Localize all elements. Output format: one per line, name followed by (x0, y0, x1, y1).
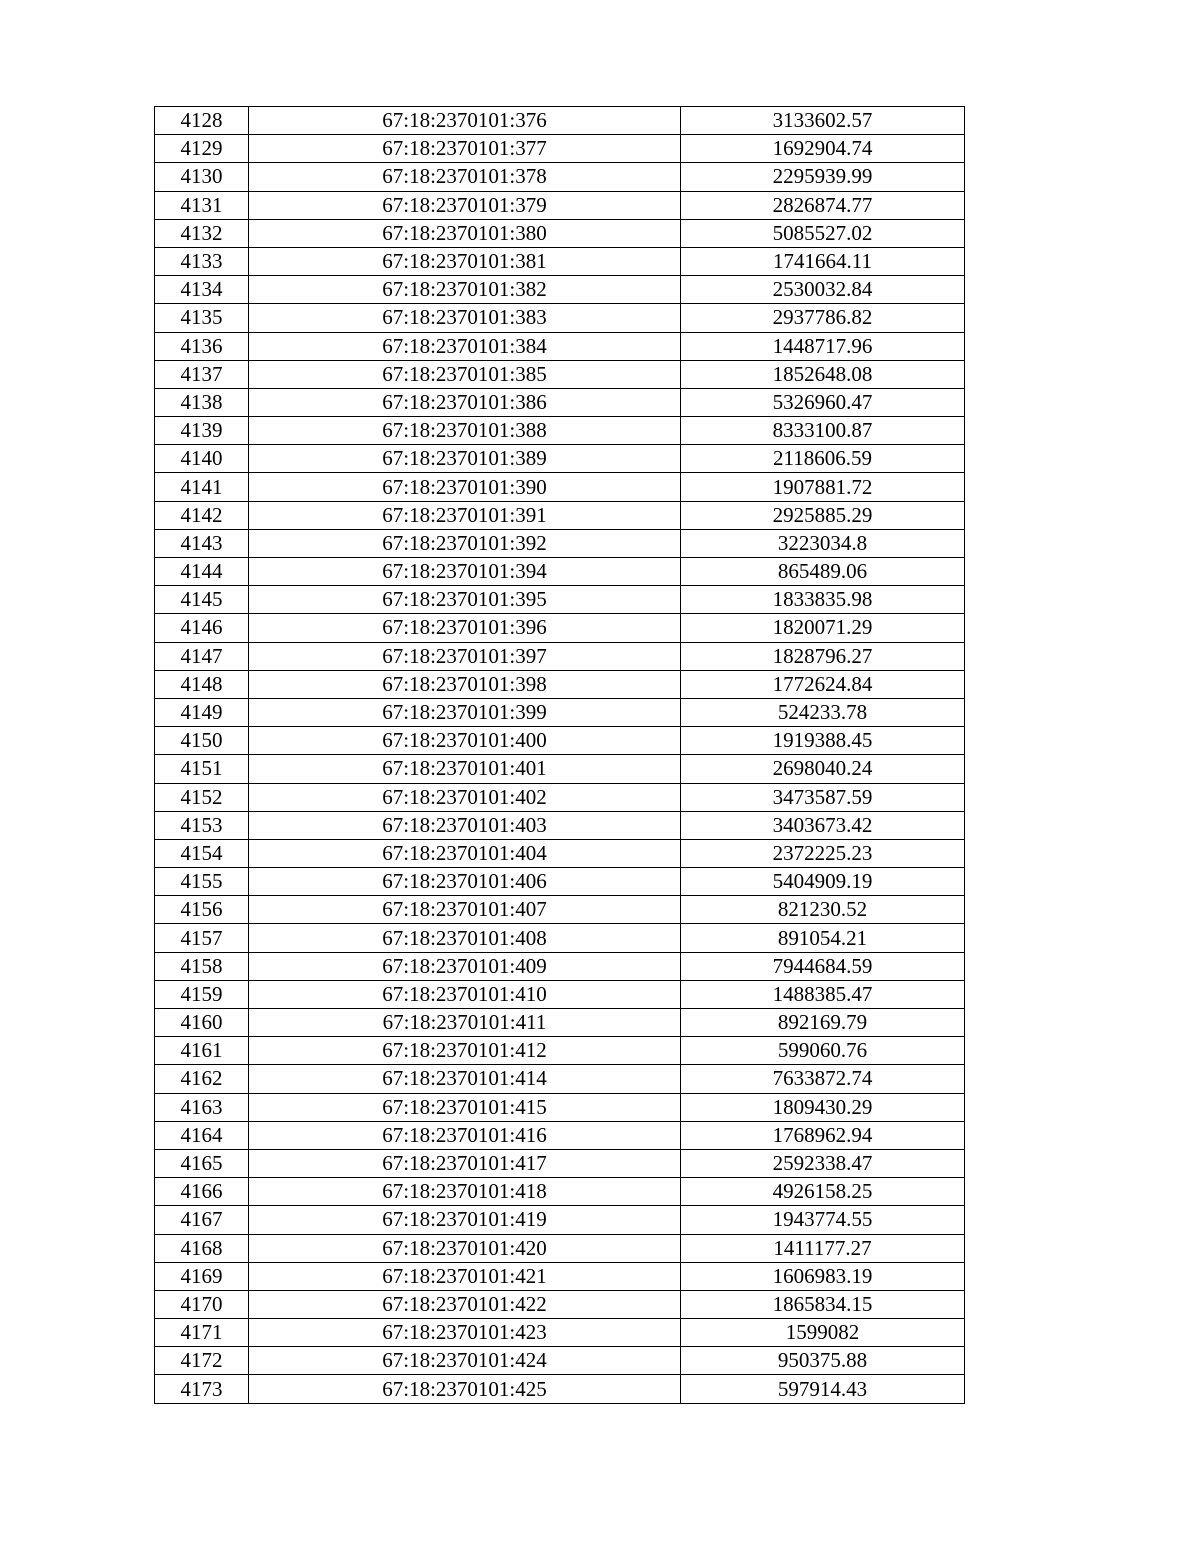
row-number-cell: 4161 (155, 1037, 249, 1065)
table-row (155, 1206, 965, 1234)
row-number-cell: 4144 (155, 558, 249, 586)
row-number-cell: 4167 (155, 1206, 249, 1234)
row-number-cell: 4146 (155, 614, 249, 642)
value-cell: 1919388.45 (681, 727, 965, 755)
cadastral-number-cell: 67:18:2370101:386 (249, 388, 681, 416)
row-number-cell: 4128 (155, 107, 249, 135)
table-row (155, 501, 965, 529)
row-number-cell: 4170 (155, 1290, 249, 1318)
value-cell: 1907881.72 (681, 473, 965, 501)
cadastral-number-cell: 67:18:2370101:394 (249, 558, 681, 586)
value-cell: 2372225.23 (681, 839, 965, 867)
cadastral-number-cell: 67:18:2370101:421 (249, 1262, 681, 1290)
cadastral-number-cell: 67:18:2370101:398 (249, 670, 681, 698)
row-number-cell: 4168 (155, 1234, 249, 1262)
table-row (155, 698, 965, 726)
cadastral-number-cell: 67:18:2370101:376 (249, 107, 681, 135)
value-cell: 3473587.59 (681, 783, 965, 811)
cadastral-number-cell: 67:18:2370101:415 (249, 1093, 681, 1121)
table-row (155, 924, 965, 952)
cadastral-number-cell: 67:18:2370101:379 (249, 191, 681, 219)
row-number-cell: 4156 (155, 896, 249, 924)
table-row (155, 107, 965, 135)
table-row (155, 1290, 965, 1318)
cadastral-number-cell: 67:18:2370101:397 (249, 642, 681, 670)
cadastral-number-cell: 67:18:2370101:395 (249, 586, 681, 614)
value-cell: 2698040.24 (681, 755, 965, 783)
value-cell: 1828796.27 (681, 642, 965, 670)
cadastral-number-cell: 67:18:2370101:417 (249, 1149, 681, 1177)
value-cell: 891054.21 (681, 924, 965, 952)
row-number-cell: 4145 (155, 586, 249, 614)
table-row (155, 1093, 965, 1121)
value-cell: 892169.79 (681, 1009, 965, 1037)
cadastral-number-cell: 67:18:2370101:410 (249, 980, 681, 1008)
table-row (155, 332, 965, 360)
row-number-cell: 4137 (155, 360, 249, 388)
value-cell: 865489.06 (681, 558, 965, 586)
value-cell: 1488385.47 (681, 980, 965, 1008)
value-cell: 3223034.8 (681, 529, 965, 557)
cadastral-number-cell: 67:18:2370101:420 (249, 1234, 681, 1262)
cadastral-number-cell: 67:18:2370101:382 (249, 276, 681, 304)
row-number-cell: 4143 (155, 529, 249, 557)
cadastral-number-cell: 67:18:2370101:407 (249, 896, 681, 924)
table-row (155, 473, 965, 501)
table-row (155, 276, 965, 304)
cadastral-number-cell: 67:18:2370101:403 (249, 811, 681, 839)
value-cell: 4926158.25 (681, 1178, 965, 1206)
value-cell: 1599082 (681, 1319, 965, 1347)
row-number-cell: 4160 (155, 1009, 249, 1037)
value-cell: 950375.88 (681, 1347, 965, 1375)
table-row (155, 952, 965, 980)
table-row (155, 558, 965, 586)
cadastral-number-cell: 67:18:2370101:418 (249, 1178, 681, 1206)
cadastral-number-cell: 67:18:2370101:409 (249, 952, 681, 980)
value-cell: 7944684.59 (681, 952, 965, 980)
table-row (155, 755, 965, 783)
value-cell: 1833835.98 (681, 586, 965, 614)
value-cell: 5085527.02 (681, 219, 965, 247)
row-number-cell: 4154 (155, 839, 249, 867)
cadastral-number-cell: 67:18:2370101:404 (249, 839, 681, 867)
value-cell: 2295939.99 (681, 163, 965, 191)
table-row (155, 1375, 965, 1403)
cadastral-number-cell: 67:18:2370101:392 (249, 529, 681, 557)
table-row (155, 896, 965, 924)
value-cell: 3133602.57 (681, 107, 965, 135)
value-cell: 3403673.42 (681, 811, 965, 839)
value-cell: 5404909.19 (681, 868, 965, 896)
table-body (155, 107, 965, 1404)
cadastral-number-cell: 67:18:2370101:412 (249, 1037, 681, 1065)
cadastral-number-cell: 67:18:2370101:383 (249, 304, 681, 332)
value-cell: 524233.78 (681, 698, 965, 726)
row-number-cell: 4153 (155, 811, 249, 839)
cadastral-number-cell: 67:18:2370101:422 (249, 1290, 681, 1318)
value-cell: 1448717.96 (681, 332, 965, 360)
value-cell: 1692904.74 (681, 135, 965, 163)
value-cell: 2592338.47 (681, 1149, 965, 1177)
table-row (155, 445, 965, 473)
row-number-cell: 4134 (155, 276, 249, 304)
table-row (155, 247, 965, 275)
cadastral-number-cell: 67:18:2370101:399 (249, 698, 681, 726)
table-row (155, 417, 965, 445)
table-row (155, 135, 965, 163)
row-number-cell: 4172 (155, 1347, 249, 1375)
cadastral-number-cell: 67:18:2370101:416 (249, 1121, 681, 1149)
cadastral-number-cell: 67:18:2370101:406 (249, 868, 681, 896)
row-number-cell: 4150 (155, 727, 249, 755)
table-row (155, 388, 965, 416)
value-cell: 5326960.47 (681, 388, 965, 416)
row-number-cell: 4169 (155, 1262, 249, 1290)
row-number-cell: 4136 (155, 332, 249, 360)
cadastral-number-cell: 67:18:2370101:384 (249, 332, 681, 360)
data-table (154, 106, 965, 1404)
cadastral-number-cell: 67:18:2370101:396 (249, 614, 681, 642)
value-cell: 599060.76 (681, 1037, 965, 1065)
table-row (155, 868, 965, 896)
table-row (155, 304, 965, 332)
cadastral-number-cell: 67:18:2370101:423 (249, 1319, 681, 1347)
value-cell: 597914.43 (681, 1375, 965, 1403)
value-cell: 8333100.87 (681, 417, 965, 445)
table-row (155, 163, 965, 191)
value-cell: 1809430.29 (681, 1093, 965, 1121)
cadastral-number-cell: 67:18:2370101:381 (249, 247, 681, 275)
cadastral-number-cell: 67:18:2370101:414 (249, 1065, 681, 1093)
cadastral-number-cell: 67:18:2370101:389 (249, 445, 681, 473)
row-number-cell: 4141 (155, 473, 249, 501)
row-number-cell: 4135 (155, 304, 249, 332)
row-number-cell: 4155 (155, 868, 249, 896)
cadastral-number-cell: 67:18:2370101:425 (249, 1375, 681, 1403)
value-cell: 1606983.19 (681, 1262, 965, 1290)
row-number-cell: 4171 (155, 1319, 249, 1347)
value-cell: 2118606.59 (681, 445, 965, 473)
row-number-cell: 4131 (155, 191, 249, 219)
cadastral-number-cell: 67:18:2370101:388 (249, 417, 681, 445)
table-row (155, 980, 965, 1008)
cadastral-number-cell: 67:18:2370101:391 (249, 501, 681, 529)
cadastral-number-cell: 67:18:2370101:390 (249, 473, 681, 501)
row-number-cell: 4152 (155, 783, 249, 811)
value-cell: 821230.52 (681, 896, 965, 924)
row-number-cell: 4173 (155, 1375, 249, 1403)
table-row (155, 1347, 965, 1375)
row-number-cell: 4132 (155, 219, 249, 247)
row-number-cell: 4139 (155, 417, 249, 445)
row-number-cell: 4165 (155, 1149, 249, 1177)
value-cell: 1768962.94 (681, 1121, 965, 1149)
cadastral-number-cell: 67:18:2370101:400 (249, 727, 681, 755)
row-number-cell: 4151 (155, 755, 249, 783)
value-cell: 2925885.29 (681, 501, 965, 529)
value-cell: 1943774.55 (681, 1206, 965, 1234)
row-number-cell: 4162 (155, 1065, 249, 1093)
row-number-cell: 4157 (155, 924, 249, 952)
row-number-cell: 4130 (155, 163, 249, 191)
table-row (155, 191, 965, 219)
cadastral-number-cell: 67:18:2370101:419 (249, 1206, 681, 1234)
table-row (155, 1234, 965, 1262)
table-row (155, 1009, 965, 1037)
row-number-cell: 4140 (155, 445, 249, 473)
table-row (155, 529, 965, 557)
table-row (155, 642, 965, 670)
table-row (155, 811, 965, 839)
table-row (155, 1149, 965, 1177)
row-number-cell: 4142 (155, 501, 249, 529)
table-row (155, 586, 965, 614)
value-cell: 7633872.74 (681, 1065, 965, 1093)
value-cell: 2826874.77 (681, 191, 965, 219)
value-cell: 2530032.84 (681, 276, 965, 304)
cadastral-number-cell: 67:18:2370101:378 (249, 163, 681, 191)
row-number-cell: 4159 (155, 980, 249, 1008)
row-number-cell: 4147 (155, 642, 249, 670)
table-row (155, 219, 965, 247)
value-cell: 1741664.11 (681, 247, 965, 275)
cadastral-number-cell: 67:18:2370101:424 (249, 1347, 681, 1375)
row-number-cell: 4129 (155, 135, 249, 163)
table-row (155, 783, 965, 811)
value-cell: 1852648.08 (681, 360, 965, 388)
row-number-cell: 4163 (155, 1093, 249, 1121)
table-row (155, 614, 965, 642)
cadastral-number-cell: 67:18:2370101:401 (249, 755, 681, 783)
row-number-cell: 4133 (155, 247, 249, 275)
table-row (155, 727, 965, 755)
table-row (155, 839, 965, 867)
table-row (155, 1065, 965, 1093)
table-row (155, 670, 965, 698)
table-row (155, 1178, 965, 1206)
value-cell: 1411177.27 (681, 1234, 965, 1262)
row-number-cell: 4138 (155, 388, 249, 416)
value-cell: 2937786.82 (681, 304, 965, 332)
table-row (155, 1319, 965, 1347)
table-row (155, 1121, 965, 1149)
value-cell: 1772624.84 (681, 670, 965, 698)
cadastral-number-cell: 67:18:2370101:402 (249, 783, 681, 811)
value-cell: 1865834.15 (681, 1290, 965, 1318)
cadastral-number-cell: 67:18:2370101:408 (249, 924, 681, 952)
table-row (155, 1037, 965, 1065)
cadastral-number-cell: 67:18:2370101:380 (249, 219, 681, 247)
table-row (155, 1262, 965, 1290)
row-number-cell: 4164 (155, 1121, 249, 1149)
table-row (155, 360, 965, 388)
row-number-cell: 4158 (155, 952, 249, 980)
row-number-cell: 4149 (155, 698, 249, 726)
cadastral-number-cell: 67:18:2370101:411 (249, 1009, 681, 1037)
cadastral-number-cell: 67:18:2370101:385 (249, 360, 681, 388)
row-number-cell: 4148 (155, 670, 249, 698)
value-cell: 1820071.29 (681, 614, 965, 642)
row-number-cell: 4166 (155, 1178, 249, 1206)
cadastral-number-cell: 67:18:2370101:377 (249, 135, 681, 163)
